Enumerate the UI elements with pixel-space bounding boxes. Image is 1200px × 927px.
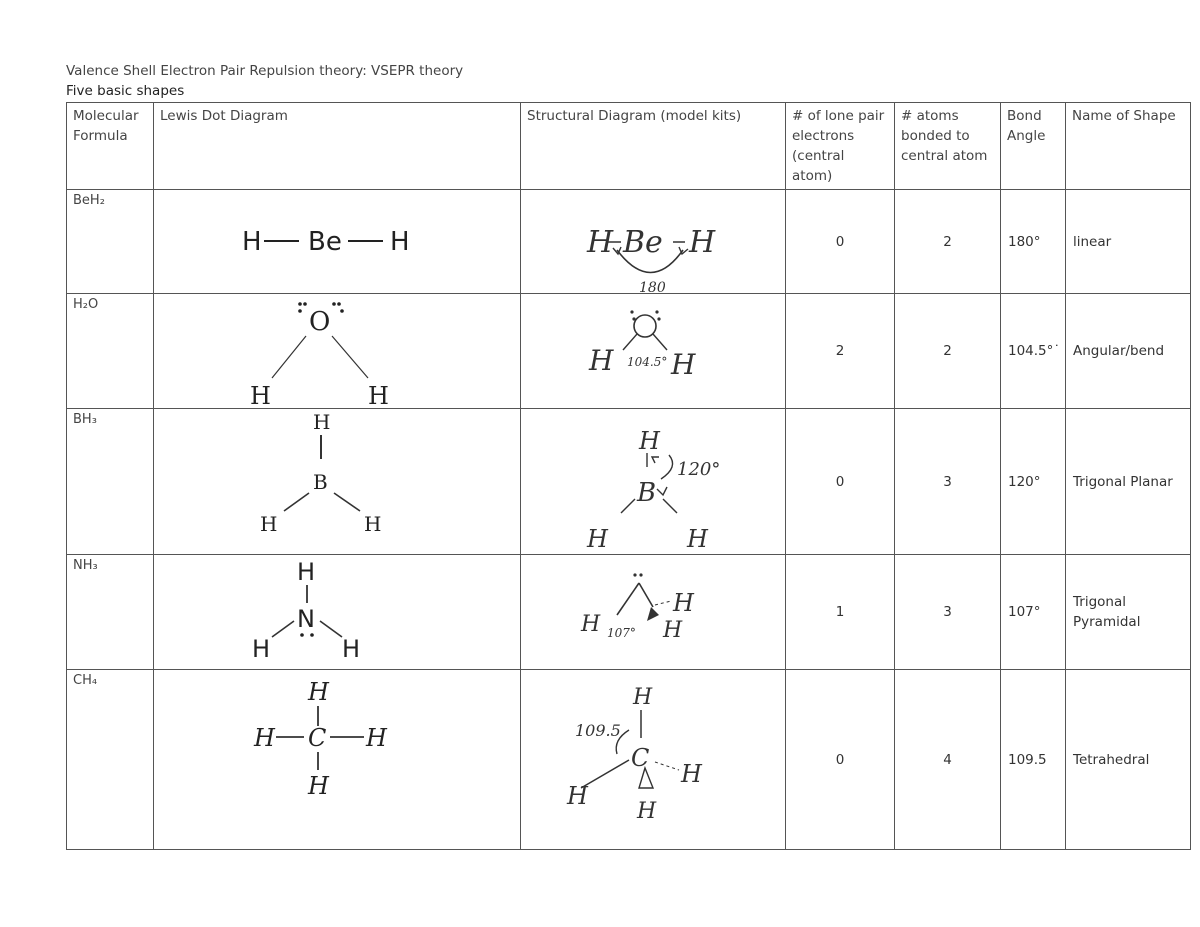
vsepr-table [66, 102, 1191, 850]
atom-h: H [589, 344, 614, 377]
structural-diagram [521, 670, 786, 850]
atom-h: H [673, 589, 694, 617]
lone-pairs-cell: 1 [786, 555, 895, 670]
header-lewis: Lewis Dot Diagram [154, 103, 521, 190]
shape-cell: linear [1066, 190, 1191, 294]
document-subtitle: Five basic shapes [66, 83, 185, 99]
atom-center: N [297, 605, 315, 633]
table-row [67, 190, 1191, 294]
atom-center: O [309, 307, 331, 337]
bonded-cell: 4 [895, 670, 1001, 850]
bonded-cell: 3 [895, 409, 1001, 555]
angle-label: 109.5 [575, 721, 621, 740]
atom-h: H [663, 618, 683, 643]
atom-h: H [689, 225, 716, 260]
formula-cell: CH₄ [67, 670, 154, 850]
bonded-cell: 2 [895, 294, 1001, 409]
atom-h: H [587, 225, 614, 260]
atom-h: H [366, 724, 387, 752]
atom-h: H [250, 382, 271, 408]
shape-cell: Tetrahedral [1066, 670, 1191, 850]
document-title: Valence Shell Electron Pair Repulsion theory: VSEPR theory [66, 63, 464, 79]
header-angle: Bond Angle [1001, 103, 1066, 190]
atom-h: H [681, 760, 702, 788]
atom-center: C [308, 724, 327, 752]
structural-diagram [521, 409, 786, 555]
atom-h: H [342, 635, 361, 663]
formula-cell: BH₃ [67, 409, 154, 555]
atom-center: Be [308, 227, 342, 257]
structural-diagram [521, 294, 786, 409]
atom-h: H [308, 772, 329, 800]
atom-h: H [242, 227, 262, 257]
atom-h: H [254, 724, 275, 752]
atom-h: H [671, 348, 696, 381]
structural-diagram [521, 190, 786, 294]
angle-cell: 104.5°˙ [1001, 294, 1066, 409]
lone-pairs-cell: 0 [786, 190, 895, 294]
atom-center: B [313, 470, 328, 494]
angle-label: 180 [639, 280, 666, 293]
atom-h: H [637, 799, 657, 824]
atom-h: H [368, 382, 389, 408]
lewis-diagram [154, 294, 521, 409]
atom-h: H [297, 558, 316, 586]
shape-cell: Trigonal Pyramidal [1066, 555, 1191, 670]
shape-cell: Angular/bend [1066, 294, 1191, 409]
atom-h: H [687, 525, 708, 553]
angle-label: 107° [607, 626, 636, 640]
atom-h: H [364, 512, 382, 536]
formula-cell: BeH₂ [67, 190, 154, 294]
lone-pairs-cell: 2 [786, 294, 895, 409]
shape-cell: Trigonal Planar [1066, 409, 1191, 555]
formula-cell: NH₃ [67, 555, 154, 670]
formula-cell: H₂O [67, 294, 154, 409]
header-shape: Name of Shape [1066, 103, 1191, 190]
table-row [67, 670, 1191, 850]
atom-h: H [313, 410, 331, 434]
header-formula: Molecular Formula [67, 103, 154, 190]
atom-center: Be [623, 225, 663, 260]
atom-center: B [637, 478, 657, 508]
table-row [67, 555, 1191, 670]
atom-h: H [581, 612, 601, 637]
atom-h: H [308, 678, 329, 706]
lewis-diagram [154, 190, 521, 294]
angle-cell: 120° [1001, 409, 1066, 555]
atom-h: H [252, 635, 271, 663]
lewis-diagram [154, 670, 521, 850]
header-bonded: # atoms bonded to central atom [895, 103, 1001, 190]
atom-h: H [390, 227, 410, 257]
lewis-diagram [154, 555, 521, 670]
angle-label: 104.5° [627, 355, 668, 369]
atom-h: H [260, 512, 278, 536]
atom-h: H [633, 685, 653, 710]
angle-cell: 180° [1001, 190, 1066, 294]
angle-cell: 109.5 [1001, 670, 1066, 850]
bonded-cell: 2 [895, 190, 1001, 294]
table-row [67, 409, 1191, 555]
angle-cell: 107° [1001, 555, 1066, 670]
header-lone-pairs: # of lone pair electrons (central atom) [786, 103, 895, 190]
header-row [67, 103, 1191, 190]
lone-pairs-cell: 0 [786, 670, 895, 850]
atom-h: H [587, 525, 608, 553]
atom-h: H [567, 782, 588, 810]
atom-h: H [639, 427, 660, 455]
lewis-diagram [154, 409, 521, 555]
table-row [67, 294, 1191, 409]
angle-label: 120° [677, 459, 721, 480]
header-structural: Structural Diagram (model kits) [521, 103, 786, 190]
bonded-cell: 3 [895, 555, 1001, 670]
structural-diagram [521, 555, 786, 670]
lone-pairs-cell: 0 [786, 409, 895, 555]
atom-center: C [631, 744, 650, 772]
